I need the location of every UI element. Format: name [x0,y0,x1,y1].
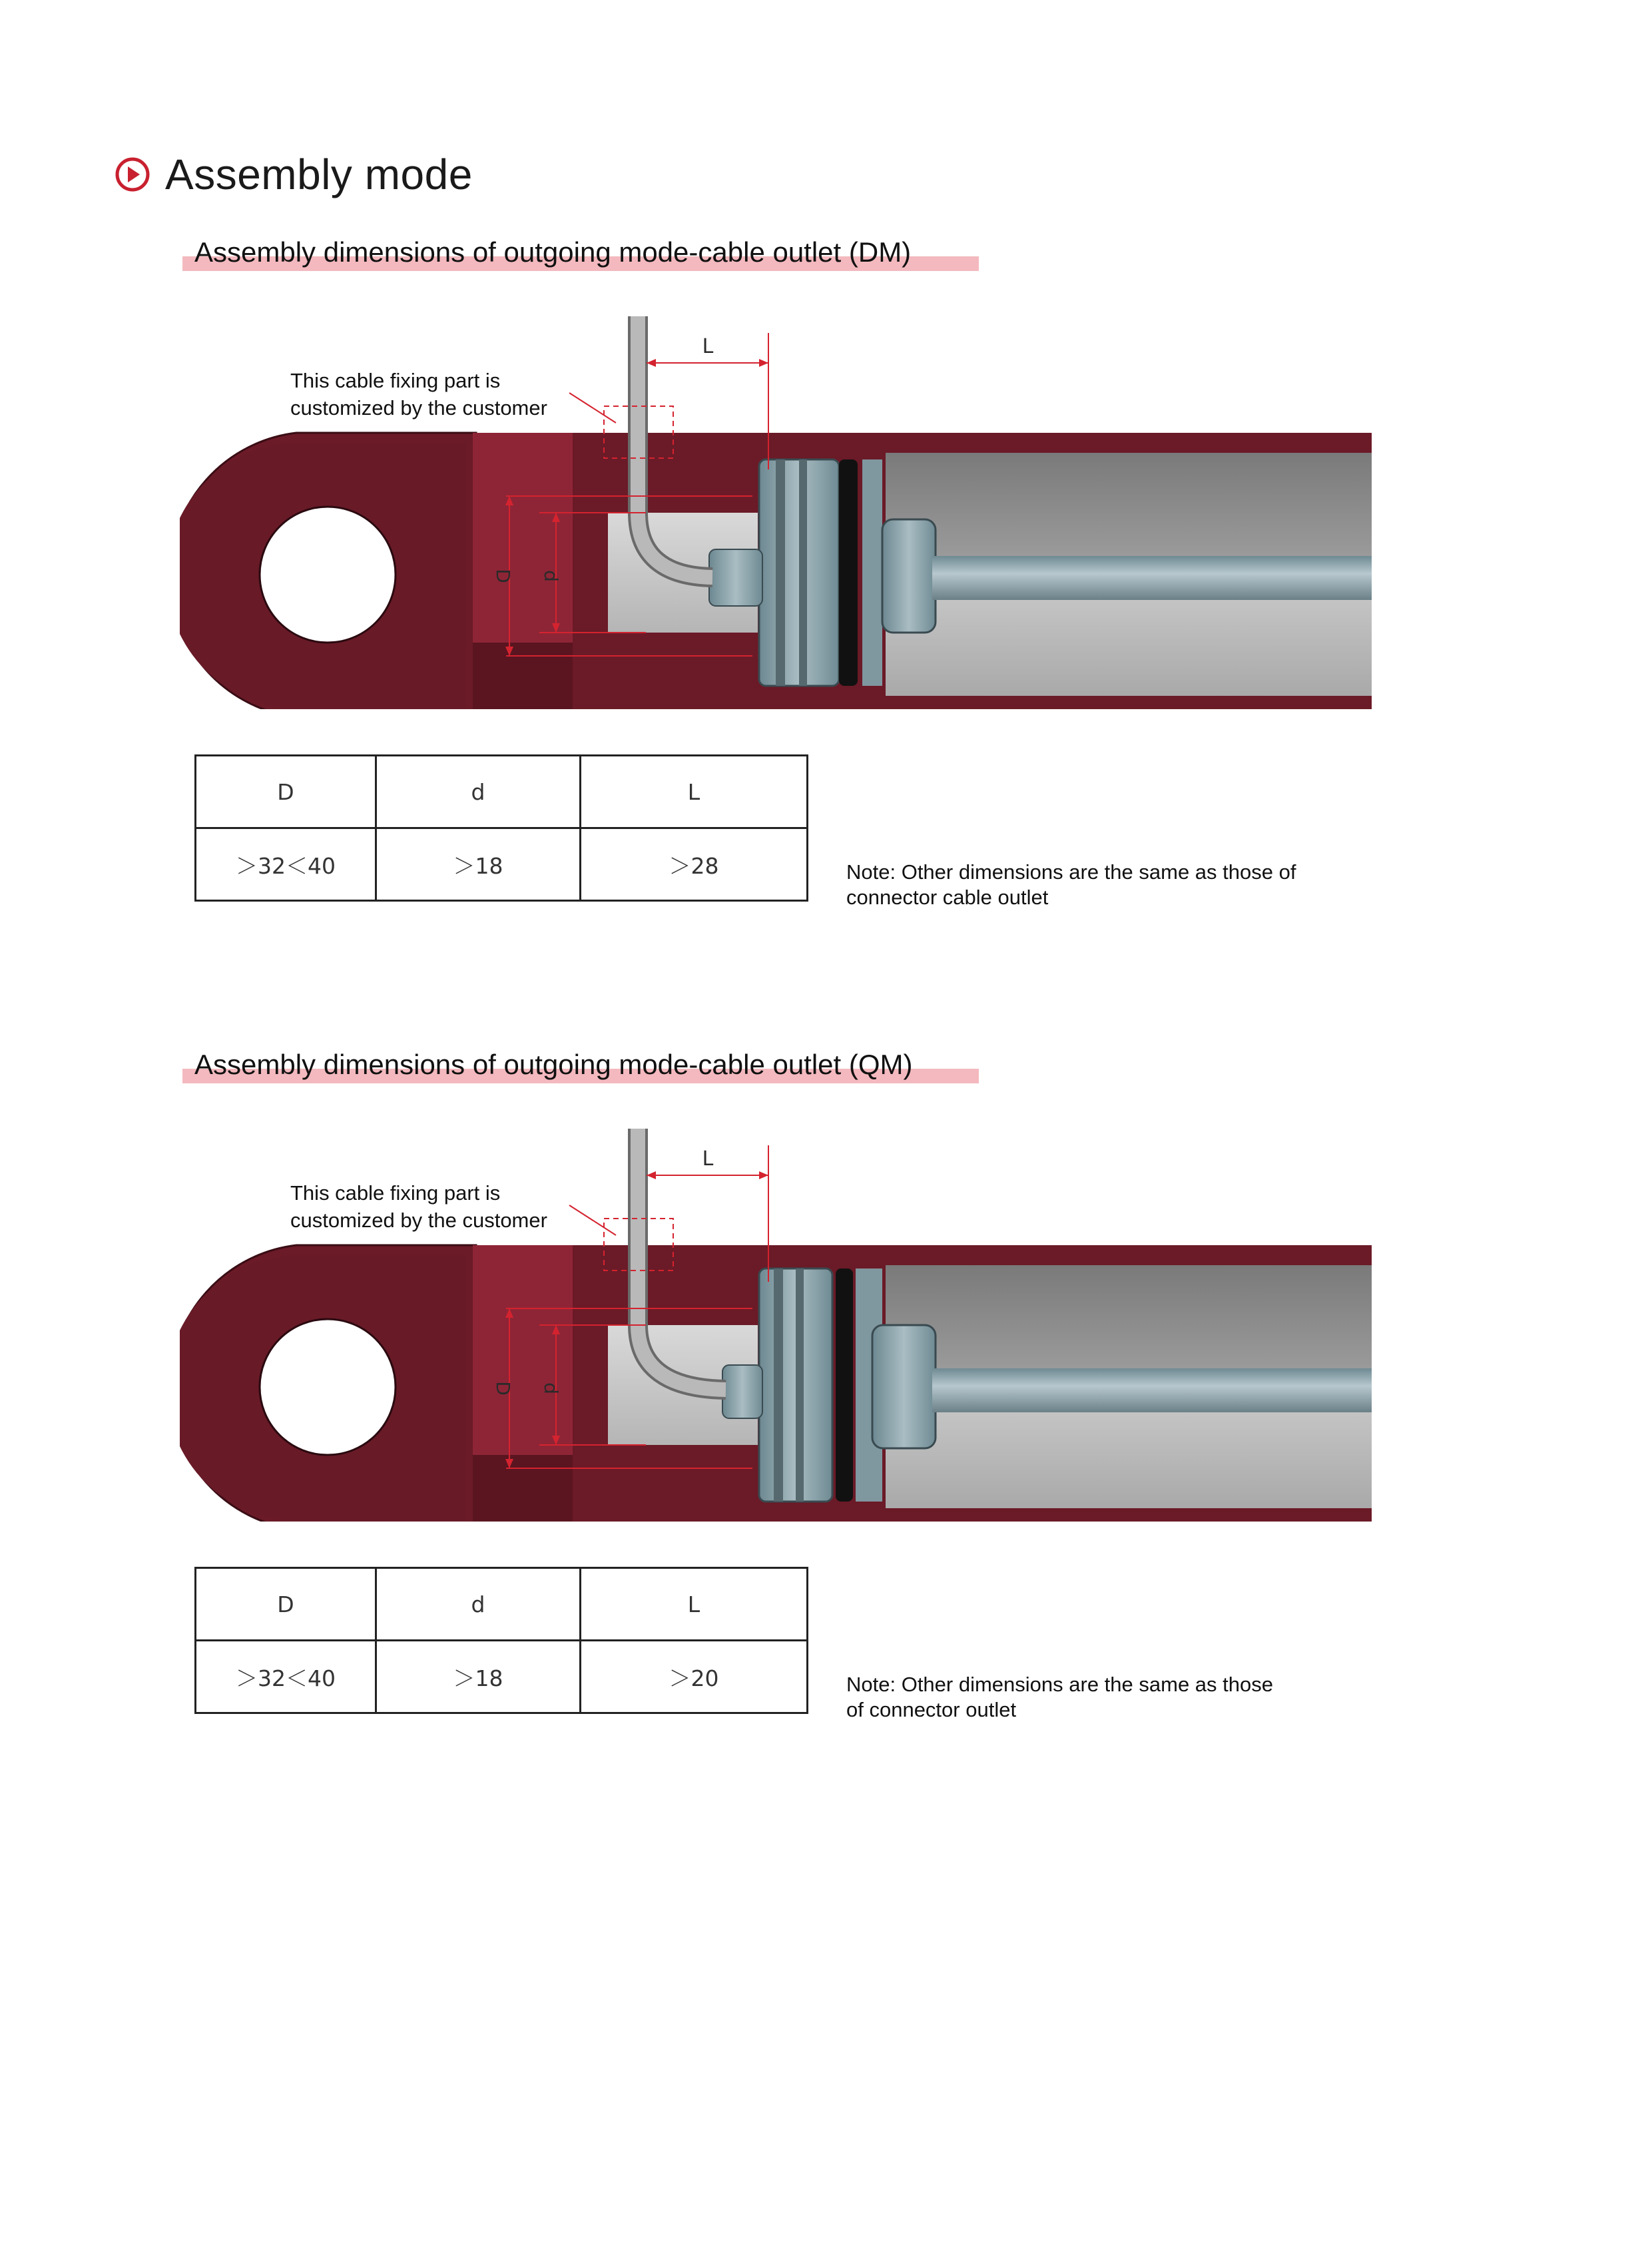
table-header-cell: D [196,756,376,828]
assembly-diagram-dm [180,283,1372,709]
callout-text [290,1179,547,1234]
table-row [196,828,808,901]
dim-label-D: D [492,569,514,583]
assembly-diagram-qm [180,1095,1372,1522]
callout-text [290,367,547,421]
page-title-text: Assembly mode [165,150,473,198]
note-text [846,860,1296,910]
dim-label-D: D [492,1381,514,1396]
note-text [846,1672,1273,1723]
dimension-table [194,1567,808,1714]
table-header-cell: L [581,756,808,828]
section-heading-text: Assembly dimensions of outgoing mode-cable outlet (DM) [194,236,912,268]
note-line-1: Note: Other dimensions are the same as those [846,1673,1273,1696]
table-header-cell: d [376,1568,581,1641]
table-row [196,1641,808,1713]
piston-rod [932,1368,1372,1412]
section-heading-text: Assembly dimensions of outgoing mode-cable outlet (QM) [194,1049,913,1080]
play-circle-icon [115,156,150,192]
table-header-row [196,1568,808,1641]
table-cell: ＞18 [376,828,581,901]
note-line-2: of connector outlet [846,1698,1017,1721]
piston-rod [932,556,1372,600]
dim-label-d: d [540,1382,562,1394]
dim-label-d: d [540,570,562,582]
dim-label-L: L [702,335,714,358]
page-title [115,148,473,201]
section-dm [0,236,1652,1049]
dim-label-L: L [702,1147,714,1171]
cable-gland [709,549,762,606]
cylinder-drawing [180,1095,1372,1522]
callout-line-1: This cable fixing part is [290,369,501,392]
table-cell: ＞20 [581,1641,808,1713]
note-line-2: connector cable outlet [846,886,1049,909]
table-cell: ＞32＜40 [196,828,376,901]
table-header-cell: L [581,1568,808,1641]
callout-line-2: customized by the customer [290,1209,547,1232]
table-cell: ＞32＜40 [196,1641,376,1713]
rod-eye-hole [260,507,396,643]
rod-eye-hole [260,1319,396,1455]
note-line-1: Note: Other dimensions are the same as those of [846,860,1296,884]
cable-gland [722,1365,762,1418]
section-qm [0,1049,1652,1861]
dimension-table [194,754,808,902]
table-cell: ＞28 [581,828,808,901]
table-cell: ＞18 [376,1641,581,1713]
table-header-cell: d [376,756,581,828]
table-header-cell: D [196,1568,376,1641]
table-header-row [196,756,808,828]
callout-line-2: customized by the customer [290,396,547,420]
cylinder-drawing [180,283,1372,709]
callout-line-1: This cable fixing part is [290,1181,501,1205]
